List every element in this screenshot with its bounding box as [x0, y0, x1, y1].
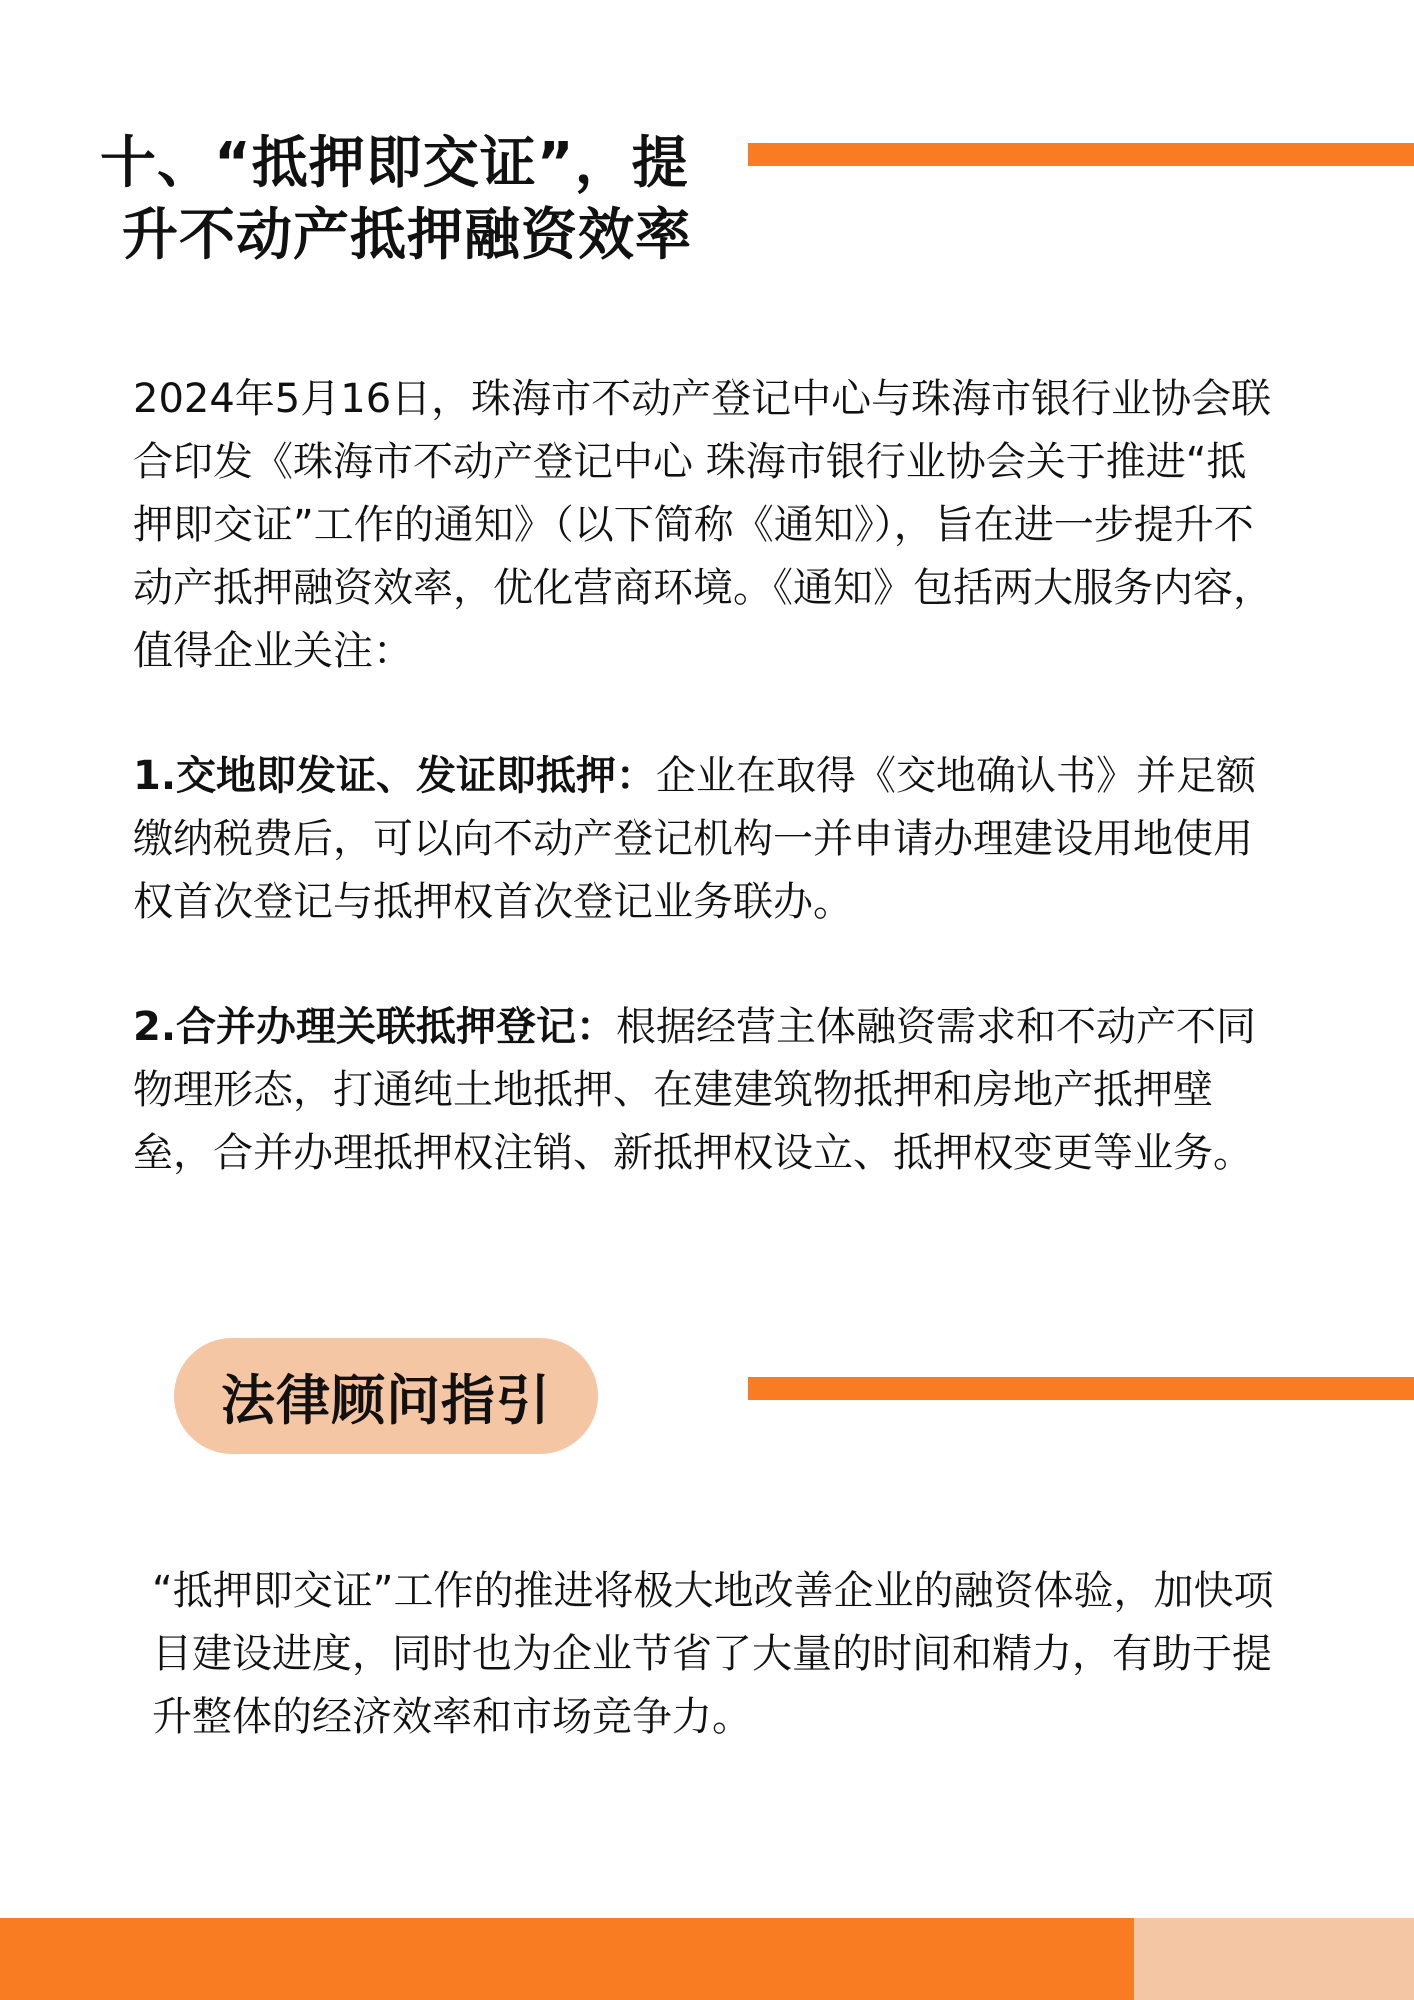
guidance-badge-label: 法律顾问指引	[221, 1368, 551, 1432]
service-item-2-title: 2.合并办理关联抵押登记：	[133, 1004, 617, 1050]
service-item-2-body: 根据经营主体融资需求和不动产不同物理形态，打通纯土地抵押、在建建筑物抵押和房地产抵押壁垒，合并办理抵押权注销、新抵押权设立、抵押权变更等业务。	[133, 1004, 1257, 1176]
footer-bar-peach	[1134, 1918, 1414, 2000]
footer-bar-orange	[0, 1918, 1134, 2000]
service-item-1-title: 1.交地即发证、发证即抵押：	[133, 753, 657, 799]
guidance-badge	[174, 1338, 598, 1454]
service-item-2	[133, 996, 1283, 1185]
section-title-line-2: 升不动产抵押融资效率	[122, 203, 692, 268]
guidance-accent-bar	[748, 1377, 1414, 1400]
section-title	[100, 128, 740, 272]
section-title-line-1: 十、“抵押即交证”，提	[100, 131, 689, 196]
title-accent-bar	[748, 143, 1414, 166]
guidance-paragraph: “抵押即交证”工作的推进将极大地改善企业的融资体验，加快项目建设进度，同时也为企业节省了大量的时间和精力，有助于提升整体的经济效率和市场竞争力。	[152, 1568, 1274, 1740]
intro-paragraph: 2024年5月16日，珠海市不动产登记中心与珠海市银行业协会联合印发《珠海市不动产登记中心 珠海市银行业协会关于推进“抵押即交证”工作的通知》（以下简称《通知》），旨在进一步提升不动产抵押融资效率，优化营商环境。《通知》包括两大服务内容，值得企业关注：	[133, 376, 1273, 674]
service-item-1-body: 企业在取得《交地确认书》并足额缴纳税费后，可以向不动产登记机构一并申请办理建设用地使用权首次登记与抵押权首次登记业务联办。	[133, 753, 1257, 925]
service-item-1	[133, 745, 1283, 934]
